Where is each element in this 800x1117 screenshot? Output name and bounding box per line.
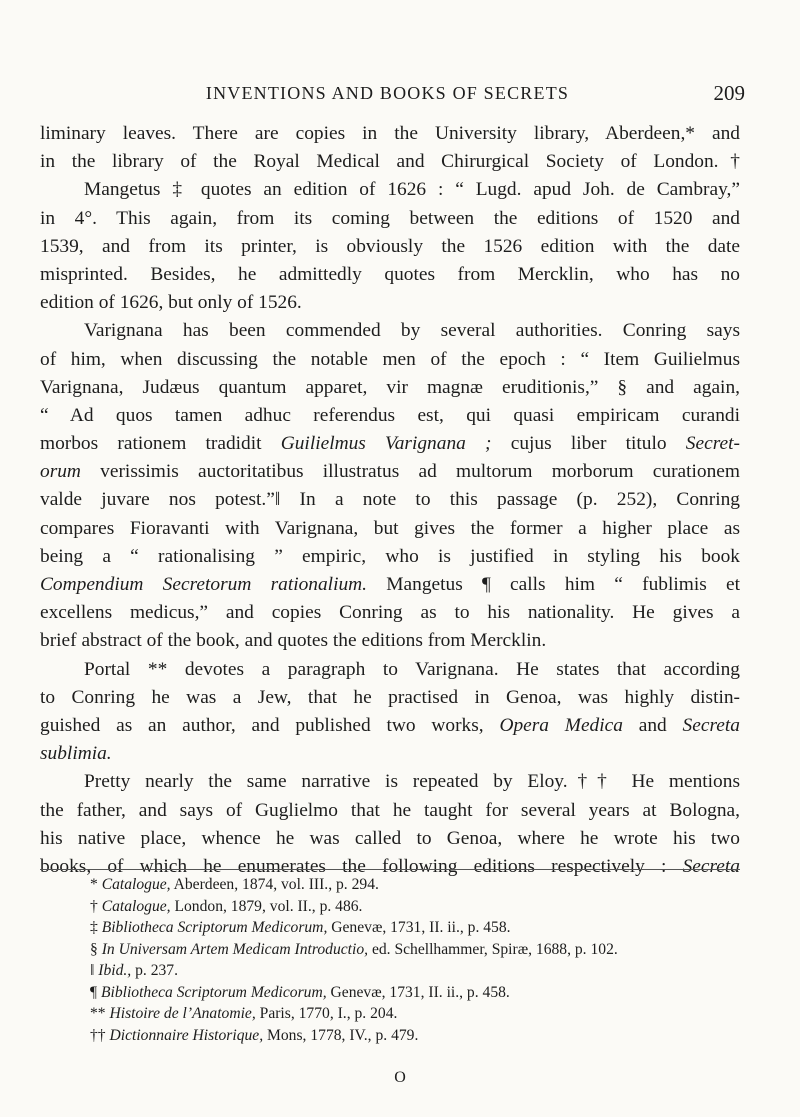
text-line xyxy=(40,458,740,486)
text-segment: the father, and says of Guglielmo that he taught for several years at Bologna, xyxy=(40,799,740,821)
running-head: INVENTIONS AND BOOKS OF SECRETS xyxy=(205,83,570,103)
text-segment-italic: Secreta xyxy=(682,855,740,877)
footnote-title: Bibliotheca Scriptorum Medicorum, xyxy=(101,919,328,936)
footnote xyxy=(90,874,740,896)
footnote-marker: ‡ xyxy=(90,919,102,936)
footnote-title: Ibid., xyxy=(98,962,132,979)
text-line xyxy=(40,768,740,796)
text-segment: Mangetus ‡ quotes an edition of 1626 : “ Lugd. apud Joh. de Cambray,” xyxy=(84,179,740,201)
text-line xyxy=(40,148,740,176)
footnote-text: London, 1879, vol. II., p. 486. xyxy=(170,897,363,915)
footnote xyxy=(90,982,740,1004)
signature-mark: O xyxy=(394,1069,406,1086)
text-line xyxy=(40,233,740,261)
text-line xyxy=(40,374,740,402)
footnote-marker: †† xyxy=(90,1026,110,1044)
page-number: 209 xyxy=(713,81,745,105)
text-line xyxy=(40,261,740,289)
text-segment: cujus liber titulo xyxy=(510,433,667,455)
text-segment: guished as an author, and published two works, xyxy=(40,714,484,736)
footnote-text: Genevæ, 1731, II. ii., p. 458. xyxy=(326,983,510,1001)
text-segment: morbos rationem tradidit xyxy=(40,433,262,455)
text-line xyxy=(40,656,740,684)
footnote-title: Dictionnaire Historique, xyxy=(109,1026,264,1044)
footnote-marker: * xyxy=(90,876,102,893)
footnote-title: Bibliotheca Scriptorum Medicorum, xyxy=(100,983,327,1001)
footnote-marker: ‖ xyxy=(90,962,99,979)
text-line xyxy=(40,571,740,599)
footnote-title: Catalogue, xyxy=(101,876,171,893)
text-segment-italic: Secreta xyxy=(682,714,740,736)
text-line xyxy=(40,317,740,345)
text-line xyxy=(40,740,740,768)
text-segment: to Conring he was a Jew, that he practised in Genoa, was highly distin- xyxy=(40,686,740,708)
text-segment: and xyxy=(638,714,667,736)
text-segment: in the library of the Royal Medical and Chirurgical Society of London.† xyxy=(40,151,740,173)
text-segment-italic: Compendium Secretorum rationalium. xyxy=(40,574,368,595)
text-line xyxy=(40,515,740,543)
footnote-text: Paris, 1770, I., p. 204. xyxy=(255,1005,398,1022)
text-segment: Pretty nearly the same narrative is repeated by Eloy.†† He mentions xyxy=(84,771,740,793)
text-segment: excellens medicus,” and copies Conring as to his nationality. He gives a xyxy=(40,602,740,624)
footnote-marker: § xyxy=(90,940,102,958)
text-line xyxy=(40,346,740,374)
footnote xyxy=(90,960,740,982)
text-segment: liminary leaves. There are copies in the University library, Aberdeen,* and xyxy=(40,123,740,144)
text-segment: valde juvare nos potest.”‖ In a note to this passage (p. 252), Conring xyxy=(40,489,740,511)
footnote-text: Genevæ, 1731, II. ii., p. 458. xyxy=(327,919,511,936)
text-segment: being a “ rationalising ” empiric, who is justified in styling his book xyxy=(40,545,740,567)
text-segment: 1539, and from its printer, is obviously the 1526 edition with the date xyxy=(40,235,740,257)
text-segment-italic: Guilielmus Varignana ; xyxy=(280,433,492,455)
text-line xyxy=(40,684,740,712)
text-line xyxy=(40,712,740,740)
footnote-text: Mons, 1778, IV., p. 479. xyxy=(263,1026,419,1044)
text-line xyxy=(40,430,740,458)
footnote xyxy=(90,896,740,918)
text-segment: edition of 1626, but only of 1526. xyxy=(40,292,302,314)
footnote-marker: † xyxy=(90,897,102,915)
footnote-marker: ¶ xyxy=(90,983,101,1001)
text-line xyxy=(40,289,740,317)
text-line xyxy=(40,176,740,204)
text-line xyxy=(40,120,740,148)
text-segment: compares Fioravanti with Varignana, but gives the former a higher place as xyxy=(40,517,740,539)
footnote-title: In Universam Artem Medicam Introductio, xyxy=(101,940,369,958)
footnote xyxy=(90,1025,740,1047)
footnote xyxy=(90,1003,740,1025)
text-segment: verissimis auctoritatibus illustratus ad multorum morborum curationem xyxy=(100,461,740,483)
text-segment-italic: Opera Medica xyxy=(499,714,623,736)
text-segment: of him, when discussing the notable men of the epoch : “ Item Guilielmus xyxy=(40,348,740,370)
footnote-text: ed. Schellhammer, Spiræ, 1688, p. 102. xyxy=(368,940,618,958)
footnote-title: Histoire de l’Anatomie, xyxy=(109,1005,256,1022)
text-segment: misprinted. Besides, he admittedly quotes from Mercklin, who has no xyxy=(40,263,740,285)
text-segment: his native place, whence he was called to Genoa, where he wrote his two xyxy=(40,827,740,849)
text-line xyxy=(40,205,740,233)
footnote-separator xyxy=(40,869,740,870)
text-segment: Mangetus ¶ calls him “ fublimis et xyxy=(386,574,740,595)
footnote-text: p. 237. xyxy=(131,962,178,979)
body-text xyxy=(40,120,740,881)
text-line xyxy=(40,543,740,571)
footnotes xyxy=(90,874,740,1046)
text-line xyxy=(40,797,740,825)
text-segment: in 4°. This again, from its coming between the editions of 1520 and xyxy=(40,207,740,229)
text-segment-italic: orum xyxy=(40,461,81,483)
text-segment: Varignana has been commended by several authorities. Conring says xyxy=(84,320,740,342)
footnote xyxy=(90,939,740,961)
text-segment: Varignana, Judæus quantum apparet, vir magnæ eruditionis,” § and again, xyxy=(40,376,740,398)
footnote-marker: ** xyxy=(90,1005,110,1022)
text-line xyxy=(40,599,740,627)
footnote-text: Aberdeen, 1874, vol. III., p. 294. xyxy=(170,876,379,893)
text-line xyxy=(40,402,740,430)
page-header xyxy=(90,80,745,110)
text-segment-italic: Secret- xyxy=(685,433,740,455)
text-line xyxy=(40,486,740,514)
text-line xyxy=(40,825,740,853)
text-segment: “ Ad quos tamen adhuc referendus est, qui quasi empiricam curandi xyxy=(40,404,740,426)
text-segment: books, of which he enumerates the following editions respectively : xyxy=(40,855,667,877)
text-line xyxy=(40,627,740,655)
footnote xyxy=(90,917,740,939)
text-segment: brief abstract of the book, and quotes the editions from Mercklin. xyxy=(40,630,547,652)
footnote-title: Catalogue, xyxy=(101,897,171,915)
text-segment-italic: sublimia. xyxy=(40,743,112,765)
text-segment: Portal ** devotes a paragraph to Varignana. He states that according xyxy=(84,658,740,680)
